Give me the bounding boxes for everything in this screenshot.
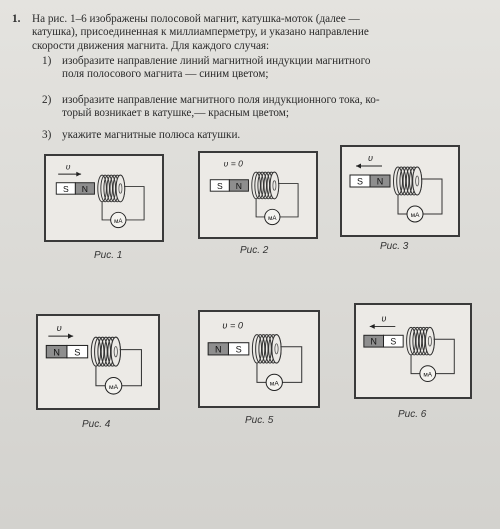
wire-right [278,184,298,217]
magnet-coil-diagram [356,305,470,397]
magnet-pole-label: N [370,336,377,347]
coil-end [116,175,125,202]
milliammeter-label: мА [114,217,123,225]
milliammeter-label: мА [269,380,279,388]
wire-left [256,199,265,217]
figure-6 [354,303,472,399]
coil-end [413,167,422,195]
velocity-label: υ [65,161,71,172]
wire-right [124,187,144,220]
figure-caption: Рис. 3 [380,241,409,252]
coil-end [270,172,279,199]
figure-3 [340,145,460,237]
wire-left [96,366,105,386]
magnet-pole-label: S [62,183,69,194]
figure-caption: Рис. 2 [240,245,269,256]
wire-right [421,179,442,214]
milliammeter-label: мА [423,371,433,379]
wire-right [280,347,301,383]
figure-1 [44,154,164,242]
wire-left [398,195,407,214]
figure-caption: Рис. 4 [82,419,111,430]
task-intro [32,13,462,53]
magnet-coil-diagram [342,147,458,235]
magnet-pole-label: N [235,180,243,191]
intro-line: катушка), присоединенная к миллиамперметру, и указано направление [32,26,369,39]
intro-line: скорости движения магнита. Для каждого случая: [32,39,270,52]
velocity-label: υ [56,322,62,333]
velocity-arrowhead [370,324,375,329]
magnet-coil-diagram [200,312,318,406]
item-line: изобразите направление магнитного поля индукционного тока, ко- [62,94,380,106]
figure-caption: Рис. 1 [94,250,123,261]
magnet-pole-label: S [74,347,81,358]
wire-left [411,355,420,374]
coil-end [425,327,434,355]
magnet-pole-label: N [53,347,60,358]
velocity-label: υ [381,313,387,324]
magnet-pole-label: S [235,344,242,355]
wire-left [102,202,111,220]
item-line: укажите магнитные полюса катушки. [62,129,241,141]
item-number: 3) [42,129,52,141]
velocity-label: υ [368,153,373,163]
velocity-arrowhead [76,172,81,177]
milliammeter-label: мА [108,383,119,391]
item-number: 2) [42,94,52,106]
item-line: поля полосового магнита — синим цветом; [62,68,269,81]
velocity-arrowhead [356,164,361,169]
item-line: изобразите направление линий магнитной индукции магнитного [62,55,371,67]
figure-caption: Рис. 6 [398,409,427,420]
coil-end [272,335,281,363]
figure-5 [198,310,320,408]
magnet-pole-label: S [216,180,223,191]
milliammeter-label: мА [268,214,277,222]
magnet-coil-diagram [38,316,158,408]
figure-caption: Рис. 5 [245,415,274,426]
wire-right [120,350,142,386]
magnet-pole-label: N [376,176,384,187]
magnet-pole-label: N [81,183,89,194]
milliammeter-label: мА [410,212,420,219]
wire-left [257,363,266,382]
figure-2 [198,151,318,239]
magnet-pole-label: N [215,344,222,355]
magnet-coil-diagram [46,156,162,240]
magnet-pole-label: S [390,336,397,347]
magnet-pole-label: S [356,176,364,187]
velocity-label: υ = 0 [222,320,243,331]
coil-end [111,337,120,366]
wire-right [434,339,455,373]
velocity-arrowhead [68,334,73,339]
item-line: торый возникает в катушке,— красным цветом; [62,107,289,120]
magnet-coil-diagram [200,153,316,237]
item-number: 1) [42,55,52,67]
task-number: 1. [12,13,21,25]
intro-line: На рис. 1–6 изображены полосовой магнит, катушка-моток (далее — [32,13,360,25]
figure-4 [36,314,160,410]
velocity-label: υ = 0 [223,158,243,169]
